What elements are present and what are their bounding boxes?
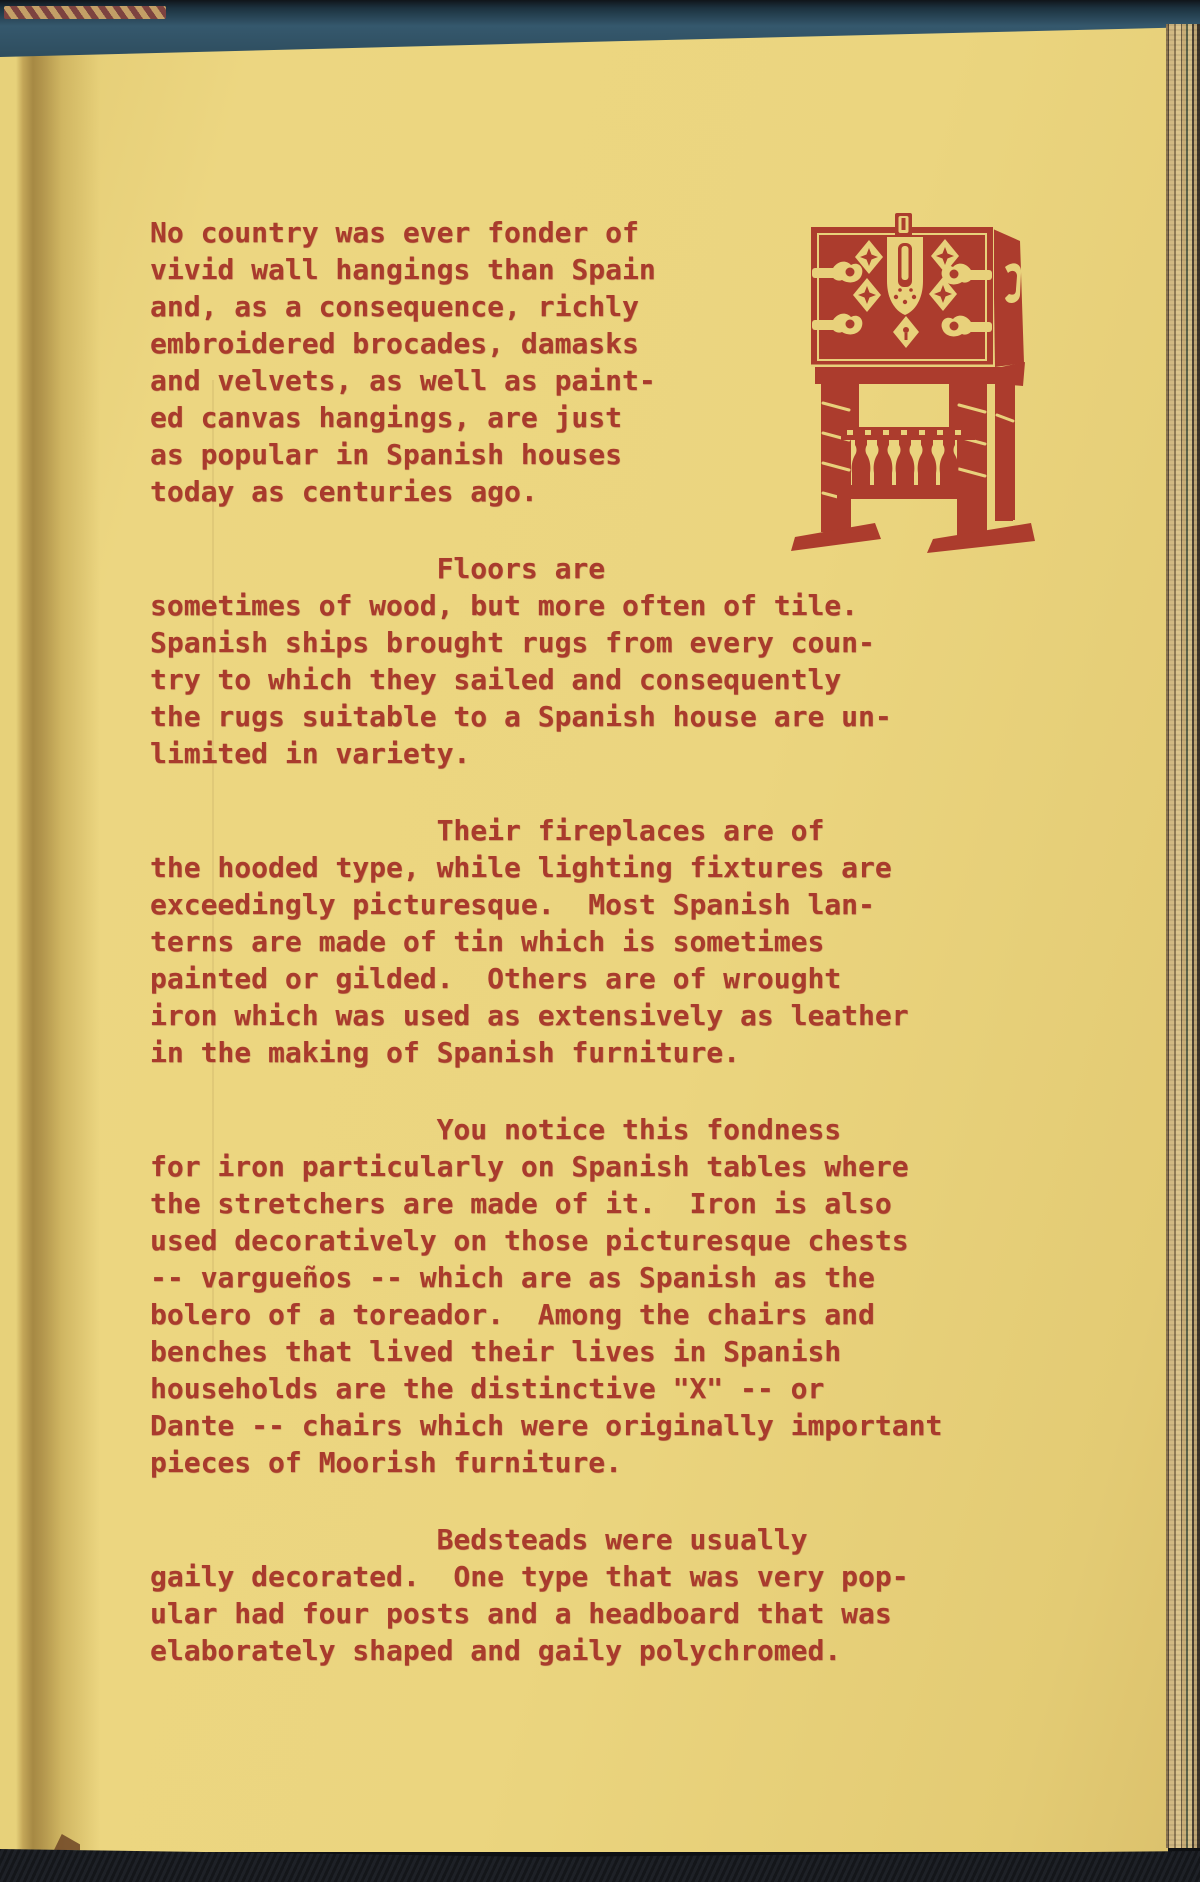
typed-line: Their fireplaces are of [150,814,825,847]
typed-line: the stretchers are made of it. Iron is also [150,1187,892,1220]
typed-line: and, as a consequence, richly [150,290,639,323]
headband-braid [4,6,166,19]
typed-line: limited in variety. [150,737,471,770]
typed-line: -- vargueños -- which are as Spanish as the [150,1261,875,1294]
typed-line: bolero of a toreador. Among the chairs and [150,1298,875,1331]
typed-line: households are the distinctive "X" -- or [150,1372,825,1405]
typed-line: Floors are [150,552,606,585]
typed-line: Bedsteads were usually [150,1523,808,1556]
typed-line: terns are made of tin which is sometimes [150,925,825,958]
typed-line: for iron particularly on Spanish tables where [150,1150,909,1183]
balusters [852,440,959,485]
typed-line: as popular in Spanish houses [150,438,623,471]
typed-line: ed canvas hangings, are just [150,401,623,434]
typed-line: sometimes of wood, but more often of tile. [150,589,859,622]
typed-line: iron which was used as extensively as leather [150,999,909,1032]
typed-line: Spanish ships brought rugs from every coun- [150,626,875,659]
typed-line: embroidered brocades, damasks [150,327,639,360]
typed-line: Dante -- chairs which were originally important [150,1409,943,1442]
paragraph [150,550,942,772]
typed-line: painted or gilded. Others are of wrought [150,962,842,995]
paragraph [150,1111,942,1481]
typed-line: benches that lived their lives in Spanish [150,1335,842,1368]
typed-line: ular had four posts and a headboard that was [150,1597,892,1630]
typed-line: today as centuries ago. [150,475,538,508]
typed-line: and velvets, as well as paint- [150,364,656,397]
page-edge-stripes [1166,24,1200,1848]
typed-line: gaily decorated. One type that was very pop- [150,1560,909,1593]
typed-line: the hooded type, while lighting fixtures are [150,851,892,884]
typed-line: elaborately shaped and gaily polychromed. [150,1634,842,1667]
typed-line: pieces of Moorish furniture. [150,1446,623,1479]
typed-line: exceedingly picturesque. Most Spanish lan- [150,888,875,921]
gutter-shadow [0,0,110,1852]
paragraph [150,1521,942,1669]
vargueno-chest-illustration [785,185,1035,555]
stand [791,362,1035,553]
typed-line: No country was ever fonder of [150,216,639,249]
typed-line: in the making of Spanish furniture. [150,1036,741,1069]
typed-line: the rugs suitable to a Spanish house are un- [150,700,892,733]
typed-line: You notice this fondness [150,1113,842,1146]
paragraph [150,812,942,1071]
typed-line: used decoratively on those picturesque chests [150,1224,909,1257]
typed-line: try to which they sailed and consequently [150,663,842,696]
typed-line: vivid wall hangings than Spain [150,253,656,286]
